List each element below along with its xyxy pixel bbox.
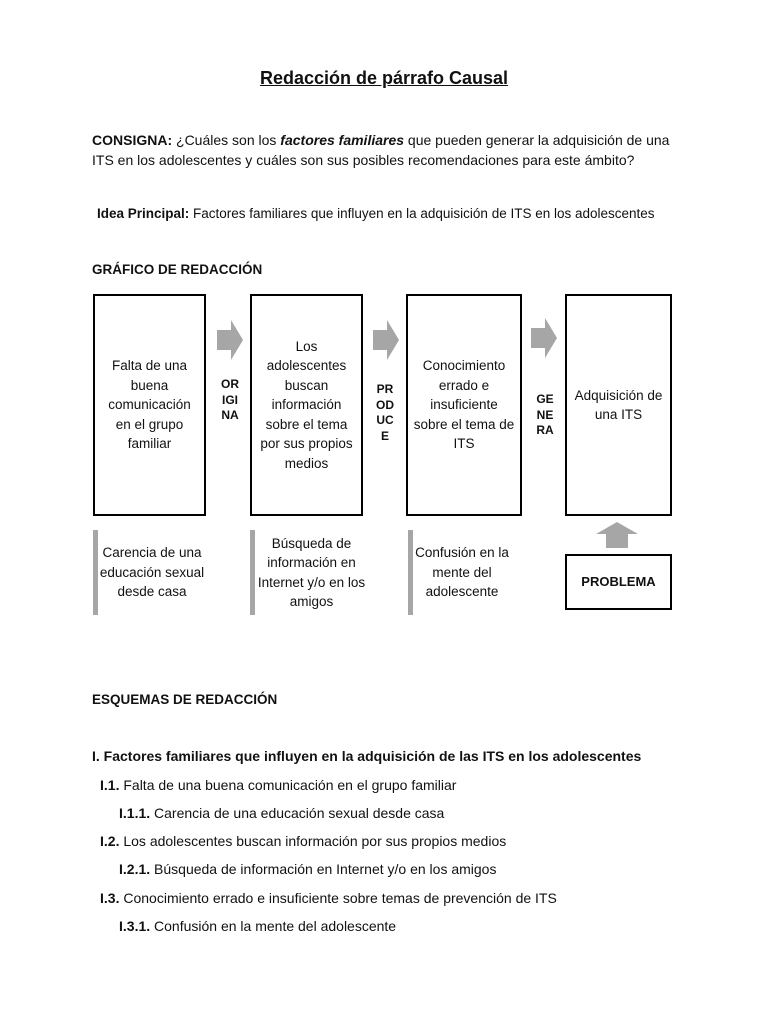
esquemas-heading: ESQUEMAS DE REDACCIÓN [92,692,278,707]
diagram-note-internet: Búsqueda de información en Internet y/o en los amigos [250,530,368,615]
diagram-box-search: Los adolescentes buscan información sobre el tema por sus propios medios [250,294,363,516]
connector-genera: GENERA [536,392,554,437]
outline-subitem [119,861,496,877]
outline-subitem [119,918,396,934]
connector-origina: ORIGINA [221,377,239,422]
idea-text: Factores familiares que influyen en la adquisición de ITS en los adolescentes [189,206,655,221]
diagram-note-education: Carencia de una educación sexual desde casa [93,530,206,615]
outline-main-item: I. Factores familiares que influyen en la adquisición de las ITS en los adolescentes [92,748,642,764]
idea-principal [97,205,737,223]
consigna-label: CONSIGNA: [92,132,173,148]
consigna-text-before: ¿Cuáles son los [172,132,281,148]
outline-item-text: Los adolescentes buscan información por sus propios medios [119,833,507,849]
consigna-emphasis: factores familiares [280,132,405,148]
outline-item-text: Conocimiento errado e insuficiente sobre temas de prevención de ITS [119,890,557,906]
consigna-paragraph [92,130,692,170]
outline-item [100,833,506,849]
right-arrow-icon [217,320,243,360]
right-arrow-icon [373,320,399,360]
outline-subitem-number: I.3.1. [119,918,151,934]
problem-box: PROBLEMA [565,554,672,610]
outline-item-number: I.1. [100,777,120,793]
outline-subitem [119,805,444,821]
outline-item-text: Falta de una buena comunicación en el grupo familiar [119,777,457,793]
diagram-box-knowledge: Conocimiento errado e insuficiente sobre el tema de ITS [406,294,522,516]
document-title: Redacción de párrafo Causal [259,68,509,88]
diagram-box-cause: Falta de una buena comunicación en el grupo familiar [93,294,206,516]
outline-subitem-number: I.1.1. [119,805,151,821]
outline-subitem-text: Búsqueda de información en Internet y/o en los amigos [150,861,497,877]
outline-subitem-text: Confusión en la mente del adolescente [150,918,397,934]
idea-label: Idea Principal: [97,206,190,221]
right-arrow-icon [531,318,557,358]
consigna-text-after: que pueden generar la adquisición de una ITS en los adolescentes y cuáles son sus posibles recomendaciones para este ámbito? [92,132,670,168]
outline-item-number: I.3. [100,890,120,906]
connector-produce: PRODUCE [376,382,394,443]
grafico-heading: GRÁFICO DE REDACCIÓN [92,262,263,277]
up-arrow-icon [596,522,638,548]
diagram-box-its: Adquisición de una ITS [565,294,672,516]
outline-item-number: I.2. [100,833,120,849]
outline-item [100,890,557,906]
outline-subitem-number: I.2.1. [119,861,151,877]
outline-subitem-text: Carencia de una educación sexual desde casa [150,805,445,821]
outline-item [100,777,456,793]
diagram-note-confusion: Confusión en la mente del adolescente [408,530,511,615]
